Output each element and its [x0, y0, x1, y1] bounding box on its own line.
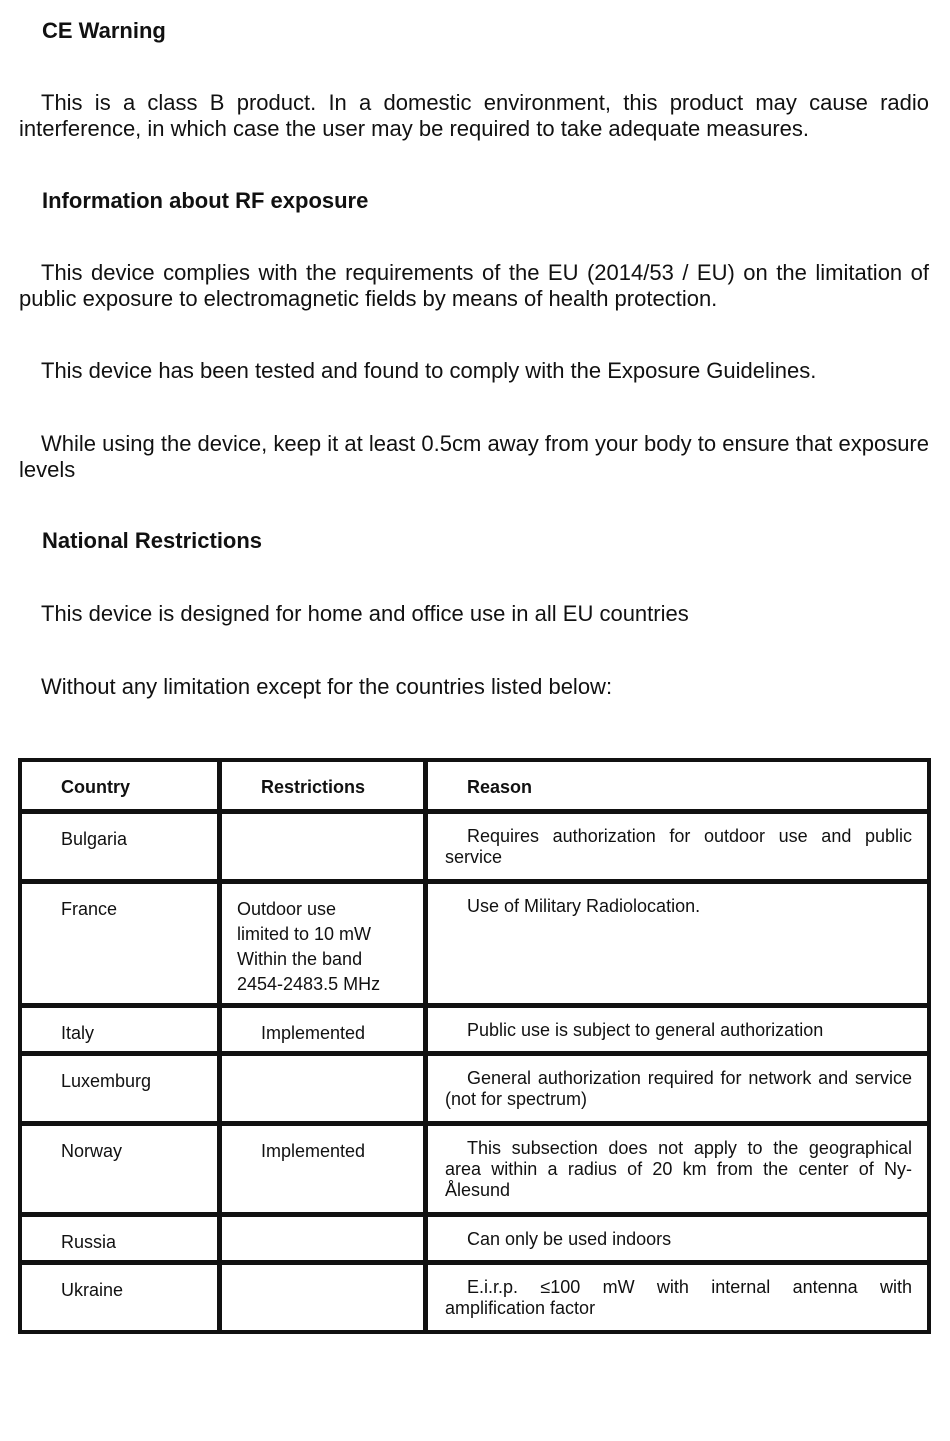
header-restrictions: Restrictions [221, 761, 427, 813]
limitation-text: Without any limitation except for the countries listed below: [41, 674, 613, 699]
table-row [21, 813, 931, 883]
table-row [21, 883, 931, 1007]
reason-cell: Can only be used indoors [427, 1216, 931, 1264]
restrictions-cell [221, 813, 427, 883]
rf-distance-text: While using the device, keep it at least 0.5cm away from your body to ensure that exposure levels [19, 431, 929, 482]
restriction-line: limited to 10 mW [237, 924, 372, 944]
rf-compliance-text: This device complies with the requirements of the EU (2014/53 / EU) on the limitation of public exposure to electromagnetic fields by means of health protection. [19, 260, 929, 311]
national-restrictions-heading: National Restrictions [42, 528, 263, 553]
country-cell: Bulgaria [21, 813, 221, 883]
reason-cell: This subsection does not apply to the geographical area within a radius of 20 km from the center of Ny-Ålesund [427, 1125, 931, 1216]
restriction-line: Within the band [237, 949, 363, 969]
rf-tested-text: This device has been tested and found to comply with the Exposure Guidelines. [41, 358, 817, 383]
reason-cell: Use of Military Radiolocation. [427, 883, 931, 1007]
restrictions-cell: Implemented [221, 1125, 427, 1216]
restrictions-cell [221, 1055, 427, 1125]
country-cell: Italy [21, 1007, 221, 1055]
country-cell: Russia [21, 1216, 221, 1264]
table-row [21, 1007, 931, 1055]
eu-use-text: This device is designed for home and office use in all EU countries [41, 601, 689, 626]
table-row [21, 1264, 931, 1334]
restriction-line: 2454-2483.5 MHz [237, 974, 381, 994]
table-row [21, 1216, 931, 1264]
restriction-line: Outdoor use [237, 899, 337, 919]
restrictions-cell: Implemented [221, 1007, 427, 1055]
ce-warning-text: This is a class B product. In a domestic environment, this product may cause radio interference, in which case the user may be required to take adequate measures. [19, 90, 929, 141]
reason-cell: Public use is subject to general authorization [427, 1007, 931, 1055]
table-row [21, 1125, 931, 1216]
restrictions-cell [221, 1264, 427, 1334]
restrictions-table [18, 758, 931, 1334]
country-cell: Norway [21, 1125, 221, 1216]
table-row [21, 1055, 931, 1125]
country-cell: France [21, 883, 221, 1007]
country-cell: Luxemburg [21, 1055, 221, 1125]
rf-exposure-heading: Information about RF exposure [42, 188, 369, 213]
reason-cell: E.i.r.p. ≤100 mW with internal antenna with amplification factor [427, 1264, 931, 1334]
header-reason: Reason [427, 761, 931, 813]
reason-cell: Requires authorization for outdoor use and public service [427, 813, 931, 883]
table-header-row [21, 761, 931, 813]
restrictions-cell [221, 1216, 427, 1264]
ce-warning-heading: CE Warning [42, 18, 166, 43]
country-cell: Ukraine [21, 1264, 221, 1334]
restrictions-cell [221, 883, 427, 1007]
header-country: Country [21, 761, 221, 813]
reason-cell: General authorization required for network and service (not for spectrum) [427, 1055, 931, 1125]
